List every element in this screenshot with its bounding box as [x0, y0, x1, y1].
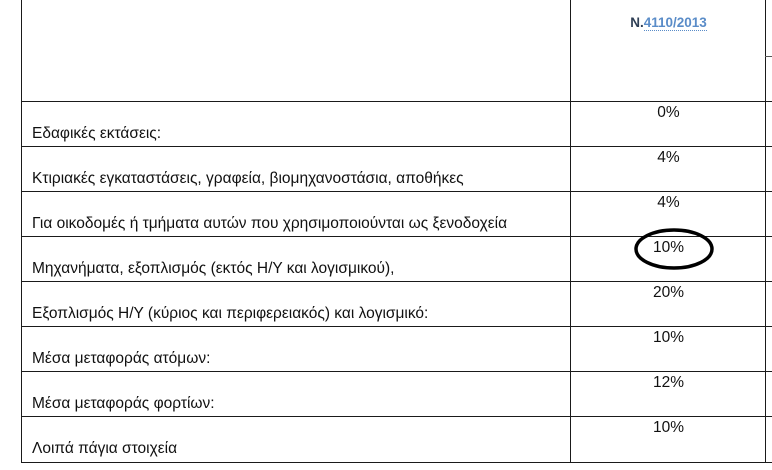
depreciation-rate: 20%	[652, 284, 685, 301]
asset-category-label: Εξοπλισμός Η/Υ (κύριος και περιφερειακός) και λογισμικό:	[32, 305, 429, 322]
table-row	[21, 326, 772, 371]
depreciation-rate: 4%	[657, 149, 680, 166]
depreciation-rate: 10%	[652, 329, 685, 346]
asset-category-label: Μέσα μεταφοράς ατόμων:	[32, 350, 211, 367]
depreciation-rate: 4%	[657, 194, 680, 211]
depreciation-rate: 10%	[652, 419, 685, 436]
asset-category-label: Εδαφικές εκτάσεις:	[32, 125, 162, 142]
depreciation-rate: 10%	[652, 239, 685, 256]
header-stub-line	[765, 56, 772, 57]
asset-category-label: Κτιριακές εγκαταστάσεις, γραφεία, βιομηχανοστάσια, αποθήκες	[32, 170, 464, 187]
table-row	[21, 281, 772, 326]
depreciation-rate: 12%	[652, 374, 685, 391]
asset-category-label: Για οικοδομές ή τμήματα αυτών που χρησιμοποιούνται ως ξενοδοχεία	[32, 215, 508, 232]
table-row	[21, 101, 772, 146]
law-reference	[571, 15, 766, 30]
asset-category-label: Λοιπά πάγια στοιχεία	[32, 440, 178, 457]
table-row	[21, 236, 772, 281]
table-bottom-border	[21, 462, 772, 463]
depreciation-rate: 0%	[657, 104, 680, 121]
law-link[interactable]: 4110/2013	[643, 15, 707, 30]
asset-category-label: Μηχανήματα, εξοπλισμός (εκτός Η/Υ και λογισμικού),	[32, 260, 395, 277]
table-row	[21, 146, 772, 191]
table-row	[21, 191, 772, 236]
table-row	[21, 371, 772, 416]
table-row	[21, 416, 772, 461]
asset-category-label: Μέσα μεταφοράς φορτίων:	[32, 395, 215, 412]
law-prefix: Ν.	[630, 15, 644, 30]
